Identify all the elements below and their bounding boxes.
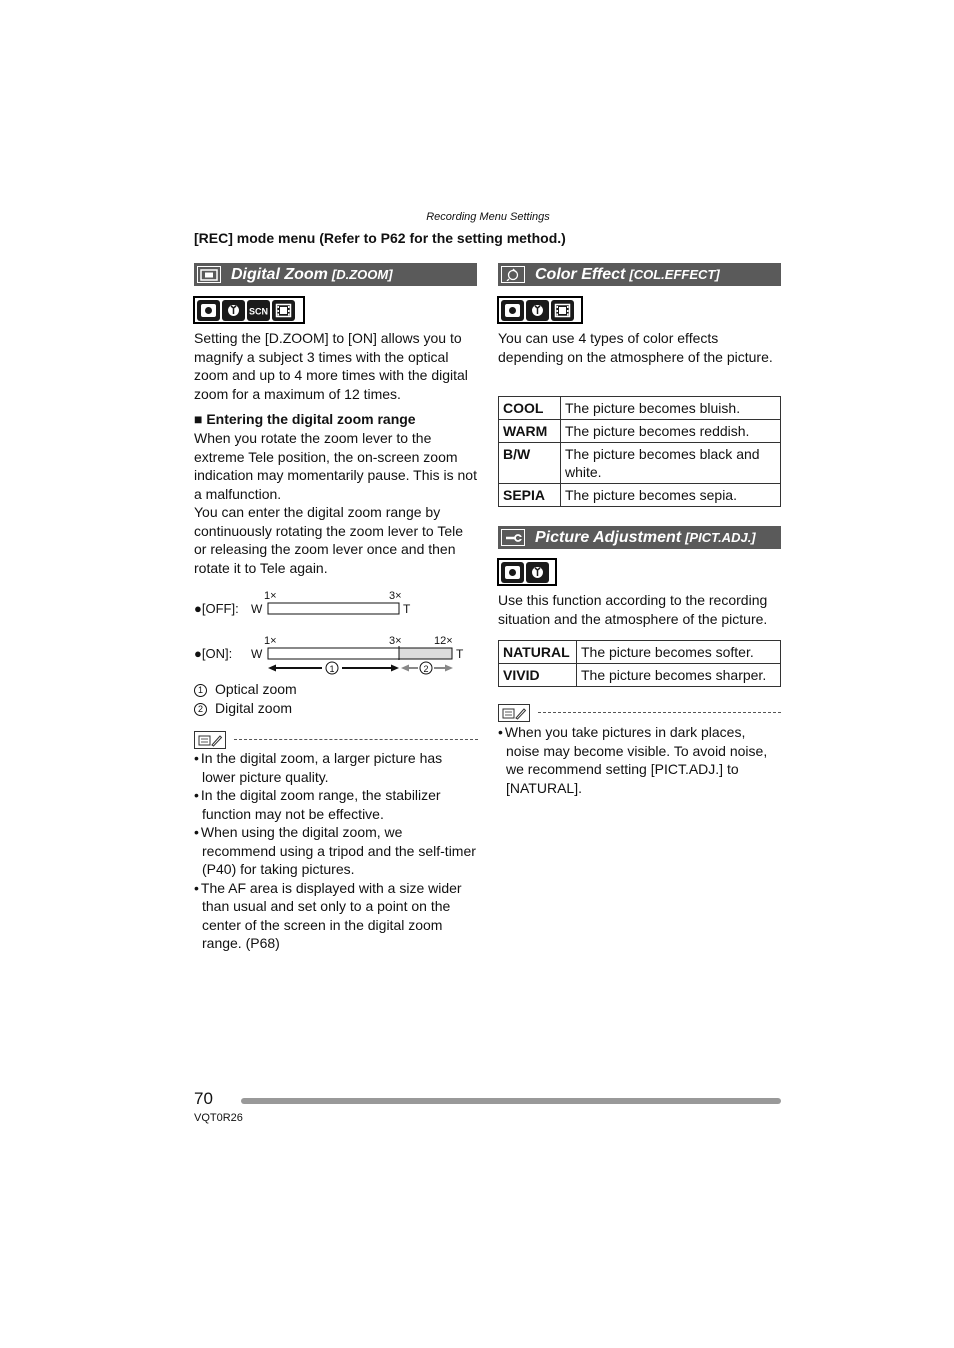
legend-optical-zoom <box>194 680 478 699</box>
table-cell-key: VIVID <box>499 664 577 687</box>
color-effect-icon <box>501 266 525 283</box>
note-divider <box>538 712 781 713</box>
rec-mode-note: [REC] mode menu (Refer to P62 for the setting method.) <box>194 230 566 246</box>
on-tick-12x: 12× <box>434 635 453 647</box>
picture-adjustment-mode-icons <box>497 558 557 586</box>
digital-zoom-range-heading: ■ Entering the digital zoom range <box>194 411 416 427</box>
table-cell-key: COOL <box>499 397 561 420</box>
macro-mode-icon <box>526 562 549 583</box>
digital-zoom-range-paragraph-1: When you rotate the zoom lever to the extreme Tele position, the on-screen zoom indication may momentarily pause. This is not a malfunction. <box>194 430 477 502</box>
list-item: • When you take pictures in dark places, noise may become visible. To avoid noise, we recommend setting [PICT.ADJ.] to [NATURAL]. <box>498 723 781 797</box>
digital-zoom-notes <box>194 749 478 953</box>
off-t-label: T <box>403 602 411 616</box>
running-head: Recording Menu Settings <box>426 211 550 223</box>
digital-zoom-marker-label: 2 <box>423 664 429 674</box>
on-optical-bar <box>268 648 399 659</box>
color-effect-title: Color Effect <box>535 265 626 283</box>
table-row <box>499 397 781 420</box>
page-number: 70 <box>194 1089 213 1108</box>
scene-mode-icon <box>247 300 270 321</box>
table-cell-key: B/W <box>499 443 561 484</box>
motion-picture-mode-icon <box>551 300 574 321</box>
optical-zoom-marker-label: 1 <box>329 664 335 674</box>
table-cell-key: SEPIA <box>499 484 561 507</box>
off-zoom-bar <box>268 603 399 614</box>
color-effect-description: You can use 4 types of color effects depending on the atmosphere of the picture. <box>498 330 773 365</box>
table-cell-value: The picture becomes bluish. <box>561 397 781 420</box>
on-t-label: T <box>456 647 464 661</box>
digital-zoom-title: Digital Zoom <box>231 265 328 283</box>
note-icon <box>194 731 226 749</box>
table-cell-value: The picture becomes reddish. <box>561 420 781 443</box>
list-item: • In the digital zoom, a larger picture has lower picture quality. <box>194 749 478 786</box>
table-cell-key: WARM <box>499 420 561 443</box>
digital-zoom-header <box>194 263 477 286</box>
note-icon <box>498 704 530 722</box>
camera-mode-icon <box>197 300 220 321</box>
picture-adjustment-notes <box>498 723 781 797</box>
digital-zoom-description: Setting the [D.ZOOM] to [ON] allows you to magnify a subject 3 times with the optical zoom and up to 4 more times with the digital zoom for a maximum of 12 times. <box>194 330 468 402</box>
table-row <box>499 484 781 507</box>
legend-marker-1: 1 <box>194 684 207 697</box>
motion-picture-mode-icon <box>272 300 295 321</box>
table-row <box>499 664 781 687</box>
color-effect-header <box>498 263 781 286</box>
off-label: ●[OFF]: <box>194 601 239 616</box>
camera-mode-icon <box>501 300 524 321</box>
legend-digital-zoom-label: Digital zoom <box>215 700 293 716</box>
zoom-range-diagram <box>192 588 482 680</box>
digital-zoom-mode-icons <box>193 296 305 324</box>
table-cell-value: The picture becomes black and white. <box>561 443 781 484</box>
picture-adjustment-header <box>498 526 781 549</box>
picture-adjustment-subtitle: [PICT.ADJ.] <box>685 530 756 545</box>
on-label: ●[ON]: <box>194 646 233 661</box>
wrench-icon <box>501 529 525 546</box>
on-w-label: W <box>251 647 263 661</box>
off-tick-1x: 1× <box>264 590 277 602</box>
legend-digital-zoom <box>194 699 478 718</box>
table-row <box>499 420 781 443</box>
off-tick-3x: 3× <box>389 590 402 602</box>
list-item: • In the digital zoom range, the stabilizer function may not be effective. <box>194 786 478 823</box>
off-w-label: W <box>251 602 263 616</box>
table-cell-value: The picture becomes softer. <box>577 641 781 664</box>
table-row <box>499 443 781 484</box>
note-divider <box>234 739 478 740</box>
table-row <box>499 641 781 664</box>
color-effect-subtitle: [COL.EFFECT] <box>629 267 720 282</box>
camera-mode-icon <box>501 562 524 583</box>
table-cell-value: The picture becomes sharper. <box>577 664 781 687</box>
svg-text:SCN: SCN <box>249 306 268 316</box>
digital-zoom-range-paragraph-2: You can enter the digital zoom range by continuously rotating the zoom lever to Tele or releasing the zoom lever once and then rotate it to Tele again. <box>194 504 464 576</box>
picture-adjustment-title: Picture Adjustment <box>535 528 682 546</box>
on-digital-bar <box>399 648 452 659</box>
table-cell-value: The picture becomes sepia. <box>561 484 781 507</box>
on-tick-3x: 3× <box>389 635 402 647</box>
digital-zoom-icon <box>197 266 221 283</box>
macro-mode-icon <box>222 300 245 321</box>
color-effect-table <box>498 396 781 507</box>
picture-adjustment-description: Use this function according to the recording situation and the atmosphere of the picture. <box>498 592 768 627</box>
on-tick-1x: 1× <box>264 635 277 647</box>
legend-optical-zoom-label: Optical zoom <box>215 681 297 697</box>
legend-marker-2: 2 <box>194 703 207 716</box>
list-item: • The AF area is displayed with a size wider than usual and set only to a point on the center of the screen in the digital zoom range. (P68) <box>194 879 478 953</box>
document-code: VQT0R26 <box>194 1112 243 1124</box>
list-item: • When using the digital zoom, we recommend using a tripod and the self-timer (P40) for taking pictures. <box>194 823 478 879</box>
table-cell-key: NATURAL <box>499 641 577 664</box>
digital-zoom-subtitle: [D.ZOOM] <box>331 267 393 282</box>
footer-rule <box>241 1098 781 1104</box>
color-effect-mode-icons <box>497 296 583 324</box>
picture-adjustment-table <box>498 640 781 687</box>
macro-mode-icon <box>526 300 549 321</box>
